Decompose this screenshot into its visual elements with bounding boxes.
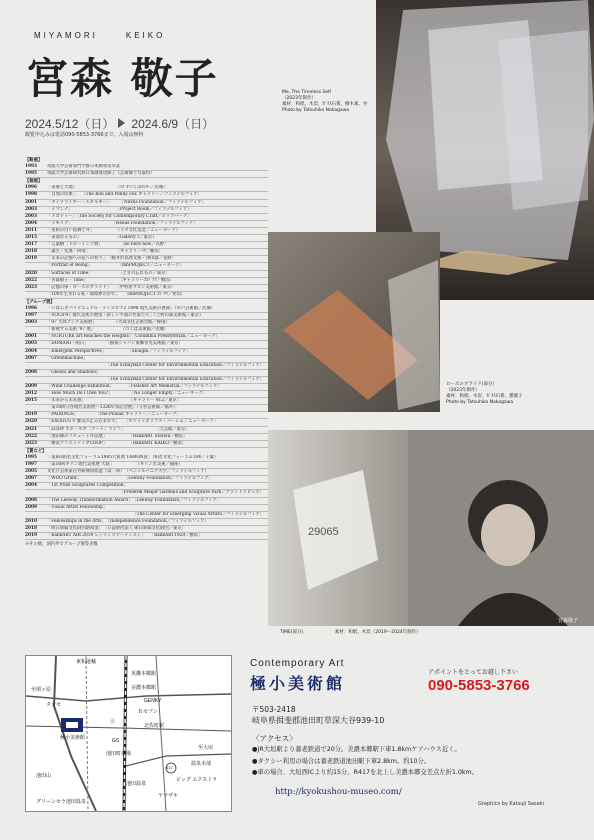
address: 岐阜県揖斐郡池田町草深大谷939-10 bbox=[252, 716, 385, 725]
cv-entry: 「How Much Do I Owe You?」 〔No Longer Empty／ニューヨーク〕 bbox=[47, 391, 207, 397]
access-heading: 〈アクセス〉 bbox=[252, 734, 297, 743]
cv-entry: 「Emergent Perspectives」 〔Sloughi／フィラデルフィア〕 bbox=[47, 348, 191, 354]
cv-year: 2008 bbox=[25, 497, 37, 503]
arrow-icon bbox=[118, 118, 125, 128]
cv-entry: 「誕生・変異・回帰」 〔ギャラリーｿﾜ／横浜〕 bbox=[47, 249, 164, 255]
map-roads bbox=[26, 656, 231, 811]
cv-entry: 「Greenmachine」 bbox=[47, 355, 88, 361]
cv-entry: 「WOO Grant」 〔Leeway Foundation／フィラデルフィア〕 bbox=[47, 476, 213, 482]
cv-row bbox=[25, 427, 268, 434]
cv-year: 2019 bbox=[25, 532, 37, 538]
exhibition-period bbox=[25, 115, 214, 132]
cv-year bbox=[25, 490, 47, 496]
cv-entry: 筑波大学芸術専門学群日本画専攻卒業 bbox=[47, 164, 121, 170]
cv-row bbox=[25, 256, 268, 263]
cv-year bbox=[25, 263, 47, 269]
map-label: 至大垣 bbox=[198, 745, 214, 751]
map-label: 池田山 bbox=[36, 773, 52, 779]
family-name-en: MIYAMORI bbox=[34, 31, 98, 40]
cv-row bbox=[25, 412, 268, 419]
cv-entry: 「Wind Challenge Exhibition」 〔Fleisher Art Memorial／フィラデルフィア〕 bbox=[47, 384, 222, 389]
cv-entry: 「97 大邱アジア美術展」 （大邱文化芸術会館／韓国） bbox=[47, 320, 170, 326]
cv-year: 1993 bbox=[25, 164, 37, 170]
cv-year: 2004 bbox=[25, 348, 37, 354]
cv-entry: 「メロディー」〔The Society for Contemporary Craft／ピッツバーグ〕 bbox=[47, 213, 192, 219]
given-name-en: KEIKO bbox=[125, 31, 166, 40]
cv-row bbox=[25, 171, 268, 178]
cv-entry: 「Visual Artist Fellowship」 bbox=[47, 504, 108, 510]
museum-name: 極小美術館 bbox=[250, 674, 346, 693]
cv-entry: 「いばらきバイアニュアル・ディプロマ2 1998 現代美術の展開」（水戸芸術館／茨城） bbox=[47, 305, 216, 311]
cv-year: 2009 bbox=[25, 504, 37, 510]
caption-line: ローズのブライド(部分） bbox=[446, 382, 497, 387]
cv-entry: 「イマジナ」 〔Project Room／フィラデルフィア〕 bbox=[47, 206, 192, 212]
cv-year: 2003 bbox=[25, 213, 37, 219]
cv-year: 2018 bbox=[25, 525, 37, 531]
cv-year: 2020 bbox=[25, 270, 37, 276]
map-label: GENKY bbox=[144, 698, 162, 704]
cv-row bbox=[25, 200, 268, 207]
cv-year: 1995 bbox=[25, 171, 37, 177]
cv-year: 1996 bbox=[25, 185, 37, 191]
cv-section-heading: 【個展】 bbox=[25, 179, 43, 185]
cv-entry: 「星祖の白い島舞と井」 （イセ文化基金／ニューヨーク） bbox=[47, 227, 181, 233]
cv-year: 2005 bbox=[25, 469, 37, 475]
cv-row bbox=[25, 221, 268, 228]
cv-year: 2021 bbox=[25, 426, 37, 432]
cv-row bbox=[25, 214, 268, 221]
caption-line: 素材：和紙、木炭、ｶﾞﾗｽ石膏、樹木素、弁 bbox=[282, 102, 368, 107]
cv-row bbox=[25, 292, 268, 299]
cv-entry: 「PAIRINGS」 〔The Pluxall ギャラリー／ニューヨーク〕 bbox=[47, 412, 181, 418]
cv-row bbox=[25, 505, 268, 512]
cv-year: 2017 bbox=[25, 242, 37, 248]
cv-row bbox=[25, 192, 268, 199]
cv-row bbox=[25, 405, 268, 412]
map-label: 英灘本郷駅 bbox=[131, 671, 157, 677]
cv-year: 2020 bbox=[25, 419, 37, 425]
museum-url[interactable]: http://kyokushou-museo.com/ bbox=[275, 787, 402, 797]
cv-row bbox=[25, 363, 268, 370]
cv-entry: 「100年生まれる私・環境界のかで」 〔mhPROJECT ｺｼﾞﾏﾘ／愛知〕 bbox=[47, 291, 186, 297]
cv-entry: 「DOMANI・明日」 〔損保ジャパン東郷青児美術館／東京〕 bbox=[47, 341, 183, 347]
map-label: ビッグ エクストラ bbox=[176, 777, 218, 783]
artist-name-jp: 宮森 敬子 bbox=[26, 54, 219, 103]
map-label: 至関ヶ原 bbox=[31, 687, 52, 693]
cv-row bbox=[25, 490, 268, 497]
map-label: 温泉本部 bbox=[191, 761, 212, 767]
cv-row bbox=[25, 306, 268, 313]
map-label: Ｒセブン bbox=[138, 709, 158, 715]
cv-year: 2015 bbox=[25, 398, 37, 404]
access-line: ●タクシー利用の場合は養老鉄道池田駅下車2.8km。約10分。 bbox=[252, 757, 431, 765]
cv-entry: 「未来の記憶への花への祈り」 〔軽井沢高原文庫・津田邸／長野〕 bbox=[47, 256, 176, 262]
cv-row bbox=[25, 164, 268, 171]
cv-row bbox=[25, 249, 268, 256]
cv-row bbox=[25, 455, 268, 462]
cv-year: 2010 bbox=[25, 518, 37, 524]
cv-row bbox=[25, 419, 268, 426]
tag-number: 29065 bbox=[308, 526, 339, 538]
cv-entry: 「記憶の扉・ローズのブライド」 〔中村屋サロン美術館／東京〕 bbox=[47, 284, 176, 290]
cv-entry: 「LOOP ホホ・ホガ〔アート〕ライフ」 〔立芸館／東京〕 bbox=[47, 426, 190, 432]
cv-row bbox=[25, 526, 268, 533]
cv-entry: 「明日新聞文化財団助成金」 〔公益財団法人 朝日新聞文化財団／東京〕 bbox=[47, 525, 186, 531]
cv-year: 2004 bbox=[25, 483, 37, 489]
cv-year: 1996 bbox=[25, 305, 37, 311]
cv-row bbox=[25, 207, 268, 214]
cv-entry: 〔The Schuylkill Center for Environmental Education／フィラデルフィア〕 bbox=[105, 362, 264, 368]
cv-year: 2007 bbox=[25, 476, 37, 482]
cv-entry: 「表面なるもの」 （Gallery ｽ／東京） bbox=[47, 235, 157, 241]
route-sign: 417 bbox=[166, 765, 173, 770]
photo-area bbox=[268, 0, 594, 640]
cv-entry: 「自然の印象」 〔The Bob and Penny Fox ギャラリー／フィラデルフィア〕 bbox=[47, 192, 202, 198]
cv-year: 2009 bbox=[25, 384, 37, 389]
cv-entry: 「メモリア」 〔Nexus Foundation／フィラデルフィア〕 bbox=[47, 220, 198, 226]
cv-year: 2015 bbox=[25, 235, 37, 241]
curriculum-vitae bbox=[25, 157, 268, 548]
cv-year: 1997 bbox=[25, 462, 37, 468]
cv-row bbox=[25, 334, 268, 341]
cv-entry: 「タイプライター・エネルギー」 〔Nexus Foundation／フィラデルフィア〕 bbox=[47, 199, 206, 205]
cv-row bbox=[25, 341, 268, 348]
cv-entry: 「NURTURE art Reaches the Heights」〔Columbia Presbyterian／ニューヨーク〕 bbox=[47, 334, 220, 340]
cv-row bbox=[25, 462, 268, 469]
cv-year: 2008 bbox=[25, 369, 37, 375]
cv-year: 2012 bbox=[25, 391, 37, 397]
cv-section-heading: 【略歴】 bbox=[25, 158, 43, 163]
map-label: Ⓢ bbox=[110, 719, 116, 725]
cv-row bbox=[25, 384, 268, 391]
cv-entry: 〔The Center for Emerging Visual Artists／フィラデルフィア〕 bbox=[132, 511, 264, 517]
map-label: タカセ bbox=[46, 702, 62, 708]
cv-row bbox=[25, 533, 268, 540]
cv-entry: 「Ghosts and Shadows」 bbox=[47, 369, 101, 375]
start-date: 2024.5/12（日） bbox=[25, 117, 115, 131]
graphics-credit: Graphics by Katsuji Sasaki bbox=[478, 801, 544, 807]
end-date: 2024.6/9（日） bbox=[131, 117, 215, 131]
map-label: ヤマザキ bbox=[158, 793, 179, 799]
map-label: 極小美術館 bbox=[60, 735, 86, 741]
cv-year: 2001 bbox=[25, 199, 37, 205]
cv-entry: 「BankART AIR 2019 レジデンスアーティスト」 〔BankART1929／横浜〕 bbox=[47, 532, 203, 538]
cv-entry: 「表層と大地」 （ｽｽﾞｷつくばｾﾝﾀｰ／茨城） bbox=[47, 185, 168, 191]
cv-year bbox=[25, 377, 47, 383]
cv-row bbox=[25, 235, 268, 242]
caption-line: TIME(部分) bbox=[280, 630, 304, 635]
cv-row bbox=[25, 512, 268, 519]
cv-footnote: ※その他、国内外でグループ展等多数 bbox=[25, 542, 98, 548]
cv-row bbox=[25, 228, 268, 235]
cv-year: 2023 bbox=[25, 284, 37, 290]
cv-year bbox=[25, 405, 47, 411]
map-label: 東和運輸 bbox=[76, 659, 97, 665]
access-info bbox=[252, 744, 478, 779]
cv-section-heading: 【グループ展】 bbox=[25, 299, 55, 305]
postal-code: 〒503-2418 bbox=[252, 705, 296, 714]
map-label: 美濃本郷駅 bbox=[131, 685, 157, 691]
cv-entry: 筑波大学芸術研究科日本画専攻修了（芸術修士号取得） bbox=[47, 171, 155, 177]
phone-number[interactable]: 090-5853-3766 bbox=[428, 677, 530, 694]
cv-year: 1995 bbox=[25, 454, 37, 460]
access-line: ●JR大垣駅より養老鉄道で20分。美濃本郷駅下車1.8kmケアハウス近く。 bbox=[252, 746, 461, 753]
cv-row bbox=[25, 483, 268, 490]
cv-entry: 「Portrait of Being」 〔mhPROJECT／ニューヨーク〕 bbox=[47, 263, 184, 269]
cv-year bbox=[25, 327, 47, 333]
caption-line: Photo by Tatsuhiko Nakagawa bbox=[282, 108, 350, 113]
caption-timeless bbox=[282, 90, 368, 114]
cv-entry: 「横浜クリエイティブCOOP」 〔BankART KAIKO／横浜〕 bbox=[47, 440, 187, 446]
cv-year: 2023 bbox=[25, 440, 37, 446]
cv-entry: 「第6回的若文化フォーラム1995大賞展 TAMON賞」（柏若文化フォーラム104／千葉） bbox=[47, 454, 219, 460]
caption-line: （2023年制作） bbox=[282, 96, 316, 101]
cv-year: 2003 bbox=[25, 320, 37, 326]
appointment-note: アポイントをとってお越し下さい bbox=[428, 669, 518, 676]
map-label: 池田温泉 bbox=[126, 781, 147, 787]
cv-row bbox=[25, 519, 268, 526]
cv-year: 2003 bbox=[25, 341, 37, 347]
cv-year: 2018 bbox=[25, 249, 37, 255]
artist-name-en bbox=[34, 31, 193, 40]
cv-row bbox=[25, 498, 268, 505]
caption-line: Photo by Tatsuhiko Nakagawa bbox=[446, 400, 514, 405]
cv-entry: 「池田修のリビュート作品展」 〔BankART Station／横浜〕 bbox=[47, 433, 188, 439]
cv-entry: 〔Frederik Meijer Gardens and Sculpture Park／グランドラピッズ〕 bbox=[119, 490, 264, 496]
cv-year: 2019 bbox=[25, 412, 37, 418]
map-label: グリーンセラ池田温泉 bbox=[36, 799, 86, 805]
cv-row bbox=[25, 327, 268, 334]
cv-row bbox=[25, 356, 268, 363]
caption-line: Me, The Timeless Self bbox=[282, 90, 331, 95]
portrait-caption: 宮森敬子 bbox=[558, 618, 579, 624]
cv-year: 1998 bbox=[25, 192, 37, 198]
cv-row bbox=[25, 263, 268, 270]
cv-year bbox=[25, 512, 47, 518]
access-map bbox=[25, 655, 232, 812]
map-label: 北佐町駅 bbox=[144, 723, 165, 729]
cv-entry: 「Surfaces of Time」 〔ときの忘れもの／東京〕 bbox=[47, 270, 170, 276]
cv-entry: 「第10回守谷現代美術展－1326年祭記念展」（守谷芸術館／福井） bbox=[47, 405, 178, 411]
cv-row bbox=[25, 185, 268, 192]
caption-line: （2023年制作） bbox=[446, 388, 480, 393]
cv-year bbox=[25, 292, 47, 298]
cv-year: 2001 bbox=[25, 334, 37, 340]
cv-row bbox=[25, 476, 268, 483]
cv-entry: 「1st Prize Sculptures Competition」 bbox=[47, 483, 128, 489]
cv-row bbox=[25, 469, 268, 476]
cv-entry: 「The Leeway Transformation Award」 〔Leeway Foundation／フィラデルフィア〕 bbox=[47, 497, 222, 503]
cv-entry: 〔The Schuylkill Center for Environmental Education／フィラデルフィア〕 bbox=[105, 376, 264, 382]
admission-note: 観覧申込みは電話090-5853-3766まで。入場は無料 bbox=[25, 132, 144, 138]
contemporary-art-label: Contemporary Art bbox=[250, 658, 345, 669]
cv-row bbox=[25, 285, 268, 292]
cv-entry: 「EXODUS Ⅴ 歴史の止み込まれで」 〔ホワイトボックス・ハーレム／ニューヨーク〕 bbox=[47, 419, 219, 425]
cv-row bbox=[25, 271, 268, 278]
cv-year: 1997 bbox=[25, 313, 37, 319]
cv-entry: 「第16回キリン現代美術展 大賞」 （キリン若美術／銀座） bbox=[47, 462, 183, 468]
cv-entry: 「未来から未来想」 〔ギャラリー 412／東京〕 bbox=[47, 398, 182, 404]
caption-time bbox=[280, 630, 421, 636]
cv-year bbox=[25, 363, 47, 369]
cv-entry: 文化庁芸術家在外研修員派遣（第一回） （ペンシルバニア大学／フィラデルフィア） bbox=[47, 469, 209, 475]
cv-entry: 「新視する美術 '97 展」 （つくば美術館／茨城） bbox=[47, 327, 169, 333]
cv-row bbox=[25, 434, 268, 441]
cv-entry: 「宮森敬子・Time」 〔ギャラリーｺｴﾄﾞﾅﾘ／横浜〕 bbox=[47, 277, 174, 283]
cv-entry: 「言葉樹〔ドローイング展〕 〔ho here now／長野〕 bbox=[47, 242, 169, 248]
caption-line: 素材：和紙、木炭、ｶﾞﾗｽ石膏、薔薇子 bbox=[446, 394, 523, 399]
cv-row bbox=[25, 278, 268, 285]
cv-row bbox=[25, 377, 268, 384]
cv-row bbox=[25, 313, 268, 320]
cv-year: 2022 bbox=[25, 433, 37, 439]
cv-year: 2011 bbox=[25, 227, 37, 233]
cv-year: 2003 bbox=[25, 206, 37, 212]
cv-year: 2004 bbox=[25, 220, 37, 226]
caption-rose-bride bbox=[446, 382, 523, 406]
cv-row bbox=[25, 398, 268, 405]
cv-row bbox=[25, 441, 268, 448]
cv-row bbox=[25, 391, 268, 398]
cv-row bbox=[25, 370, 268, 377]
cv-year: 2007 bbox=[25, 355, 37, 361]
cv-section-heading: 【賞など】 bbox=[25, 448, 47, 454]
cv-entry: 「VOCA'97 現代美術の展望・新しい平面の作家たち」（上野の森美術館／東京） bbox=[47, 313, 204, 319]
map-label: 池田町役場 bbox=[106, 751, 132, 757]
cv-row bbox=[25, 349, 268, 356]
cv-year: 2019 bbox=[25, 256, 37, 262]
cv-row bbox=[25, 320, 268, 327]
cv-year: 2022 bbox=[25, 277, 37, 283]
caption-line: 素材：和紙、木炭（2019～2024年制作） bbox=[334, 630, 421, 635]
cv-entry: 「Fellowships in the Arts」 〔Independence Foundation／フィラデルフィア〕 bbox=[47, 518, 209, 524]
map-label: GS bbox=[112, 738, 120, 744]
cv-row bbox=[25, 242, 268, 249]
access-line: ●車の場合、大垣西ICより約15分。R417を北上し美濃本郷交差点左折1.0km。 bbox=[252, 769, 478, 776]
